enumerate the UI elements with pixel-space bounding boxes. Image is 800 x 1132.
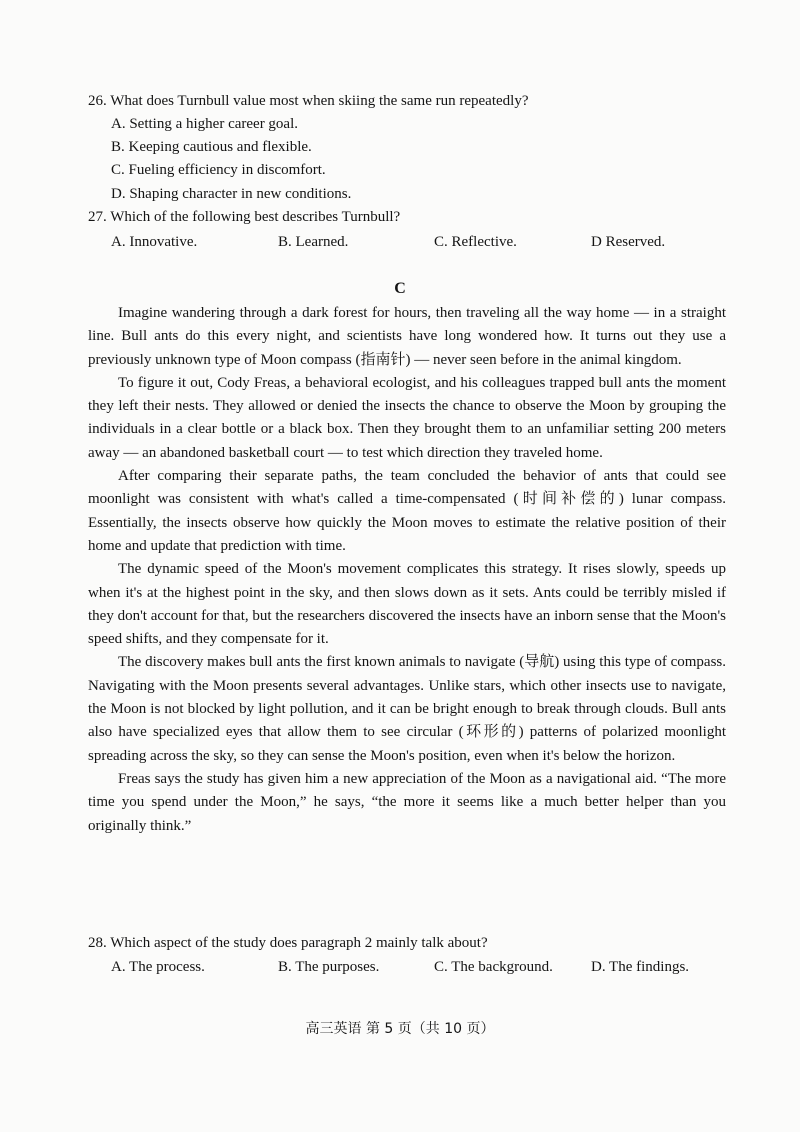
question-26-stem: 26. What does Turnbull value most when skiing the same run repeatedly? [88,93,529,109]
question-28-option-a: A. The process. [111,959,205,975]
passage-paragraph-2: To figure it out, Cody Freas, a behavioral ecologist, and his colleagues trapped bull ants the moment they left their nests. They allowed or denied the insects the chance to observe the Moon by grouping the individuals in a clear bottle or a black box. Then they brought them to an unfamiliar setting 200 meters away — an abandoned basketball court — to test which direction they traveled home. [88,374,726,461]
question-27-option-a: A. Innovative. [111,234,198,250]
question-27-option-d: D Reserved. [591,234,666,250]
question-27-option-b: B. Learned. [278,234,349,250]
question-26-option-d: D. Shaping character in new conditions. [111,186,352,202]
question-27-option-c: C. Reflective. [434,234,517,250]
question-28-stem: 28. Which aspect of the study does paragraph 2 mainly talk about? [88,935,488,951]
question-26-option-c: C. Fueling efficiency in discomfort. [111,162,326,178]
question-26-option-b: B. Keeping cautious and flexible. [111,139,312,155]
passage-paragraph-5: The discovery makes bull ants the first known animals to navigate (导航) using this type of compass. Navigating with the Moon presents several advantages. Unlike stars, which other insects use to navigate, the Moon is not blocked by light pollution, and it can be bright enough to break through clouds. Bull ants also have specialized eyes that allow them to see circular (环形的) patterns of polarized moonlight spreading across the sky, so they can sense the Moon's position, even when it's below the horizon. [88,654,726,764]
question-28-option-d: D. The findings. [591,959,690,975]
passage-paragraph-3: After comparing their separate paths, the team concluded the behavior of ants that could see moonlight was consistent with what's called a time-compensated (时间补偿的) lunar compass. Essentially, the insects observe how quickly the Moon moves to estimate the relative position of their home and update that prediction with time. [88,468,726,554]
question-28-option-b: B. The purposes. [278,959,380,975]
passage-paragraph-4: The dynamic speed of the Moon's movement complicates this strategy. It rises slowly, speeds up when it's at the highest point in the sky, and then slows down as it sets. Ants could be terribly misled if they don't account for that, but the researchers discovered the insects have an inborn sense that the Moon's speed shifts, and they compensate for it. [88,561,726,648]
question-28-option-c: C. The background. [434,959,553,975]
passage-paragraph-6: Freas says the study has given him a new appreciation of the Moon as a navigational aid. “The more time you spend under the Moon,” he says, “the more it seems like a much better helper than you originally think.” [88,770,726,834]
question-27-stem: 27. Which of the following best describes Turnbull? [88,209,401,225]
reading-passage [88,302,726,838]
page-footer: 高三英语 第 5 页（共 10 页） [305,1021,495,1037]
question-26-option-a: A. Setting a higher career goal. [111,116,299,132]
section-label: C [394,280,406,297]
passage-paragraph-1: Imagine wandering through a dark forest for hours, then traveling all the way home — in a straight line. Bull ants do this every night, and scientists have long wondered how. It turns out they use a previously unknown type of Moon compass (指南针) — never seen before in the animal kingdom. [88,305,726,368]
